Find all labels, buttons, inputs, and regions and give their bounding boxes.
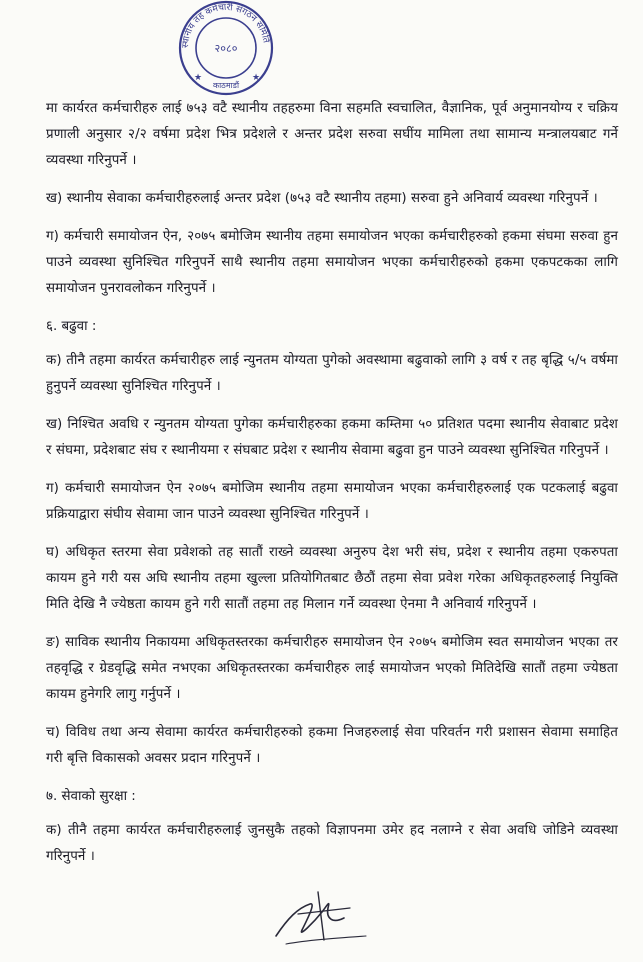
seal-city: काठमाडौं <box>212 81 240 90</box>
paragraph-promotion-ka: क) तीनै तहमा कार्यरत कर्मचारीहरु लाई न्युनतम योग्यता पुगेको अवस्थामा बढुवाको लागि ३ वर्ष र तह बृद्धि ५/५ वर्षमा हुनुपर्ने व्यवस्था सुनिश्चित गरिनुपर्ने । <box>46 353 618 394</box>
paragraph-promotion-nga: ङ) साविक स्थानीय निकायमा अधिकृतस्तरका कर्मचारीहरु समायोजन ऐन २०७५ बमोजिम स्वत समायोजन भएका तर तहवृद्धि र ग्रेडवृद्धि समेत नभएका अधिकृतस्तरका कर्मचारीहरु लाई समायोजन भएको मितिदेखि सातौं तहमा ज्येष्ठता कायम हुनेगरि लागु गर्नुपर्ने । <box>46 635 618 702</box>
paragraph-security-ka: क) तीनै तहमा कार्यरत कर्मचारीहरुलाई जुनसुकै तहको विज्ञापनमा उमेर हद नलाग्ने र सेवा अवधि जोडिने व्यवस्था गरिनुपर्ने । <box>46 823 618 864</box>
paragraph-transfer-kha: ख) स्थानीय सेवाका कर्मचारीहरुलाई अन्तर प्रदेश (७५३ वटै स्थानीय तहमा) सरुवा हुने अनिवार्य व्यवस्था गरिनुपर्ने । <box>46 191 598 206</box>
section-heading-service-security: ७. सेवाको सुरक्षा : <box>46 789 136 804</box>
document-body <box>46 96 618 882</box>
paragraph-promotion-cha: च) विविध तथा अन्य सेवामा कार्यरत कर्मचारीहरुको हकमा निजहरुलाई सेवा परिवर्तन गरी प्रशासन सेवामा समाहित गरी बृत्ति विकासको अवसर प्रदान गरिनुपर्ने । <box>46 725 618 766</box>
paragraph-transfer-intro: मा कार्यरत कर्मचारीहरु लाई ७५३ वटै स्थानीय तहहरुमा विना सहमति स्वचालित, वैज्ञानिक, पूर्व अनुमानयोग्य र चक्रिय प्रणाली अनुसार २/२ वर्षमा प्रदेश भित्र प्रदेशले र अन्तर प्रदेश सरुवा सघींय मामिला तथा सामान्य मन्त्रालयबाट गर्ने व्यवस्था गरिनुपर्ने । <box>46 101 618 168</box>
seal-star-icon: ★ <box>194 73 203 83</box>
seal-ring-text: स्थानीय तह कर्मचारी संगठन समिति <box>180 2 271 49</box>
paragraph-promotion-kha: ख) निश्चित अवधि र न्युनतम योग्यता पुगेका कर्मचारीहरुका हकमा कम्तिमा ५० प्रतिशत पदमा स्थानीय सेवाबाट प्रदेश र संघमा, प्रदेशबाट संघ र स्थानीयमा र संघबाट प्रदेश र स्थानीय सेवामा बढुवा हुन पाउने व्यवस्था सुनिश्चित गरिनुपर्ने । <box>46 417 618 458</box>
seal-year: २०८० <box>214 42 238 55</box>
paragraph-promotion-ga: ग) कर्मचारी समायोजन ऐन २०७५ बमोजिम स्थानीय तहमा समायोजन भएका कर्मचारीहरुलाई एक पटकलाई बढुवा प्रक्रियाद्वारा संघीय सेवामा जान पाउने व्यवस्था सुनिश्चित गरिनुपर्ने । <box>46 481 618 522</box>
paragraph-promotion-gha: घ) अधिकृत स्तरमा सेवा प्रवेशको तह सातौं राख्ने व्यवस्था अनुरुप देश भरी संघ, प्रदेश र स्थानीय तहमा एकरुपता कायम हुने गरी यस अघि स्थानीय तहमा खुल्ला प्रतियोगितबाट छैठौं तहमा सेवा प्रवेश गरेका अधिकृतहरुलाई नियुक्ति मिति देखि नै ज्येष्ठता कायम हुने गरी सातौं तहमा तह मिलान गर्ने व्यवस्था ऐनमा नै अनिवार्य गरिनुपर्ने । <box>46 545 618 612</box>
section-heading-promotion: ६. बढुवा : <box>46 319 97 334</box>
paragraph-transfer-ga: ग) कर्मचारी समायोजन ऐन, २०७५ बमोजिम स्थानीय तहमा समायोजन भएका कर्मचारीहरुको हकमा संघमा सरुवा हुन पाउने व्यवस्था सुनिश्चित गरिनुपर्ने साथै स्थानीय तहमा समायोजन भएका कर्मचारीहरुको हकमा एकपटकका लागि समायोजन पुनरावलोकन गरिनुपर्ने । <box>46 229 618 296</box>
official-seal <box>166 0 286 96</box>
signature <box>258 878 388 958</box>
seal-star-icon: ★ <box>252 73 261 83</box>
